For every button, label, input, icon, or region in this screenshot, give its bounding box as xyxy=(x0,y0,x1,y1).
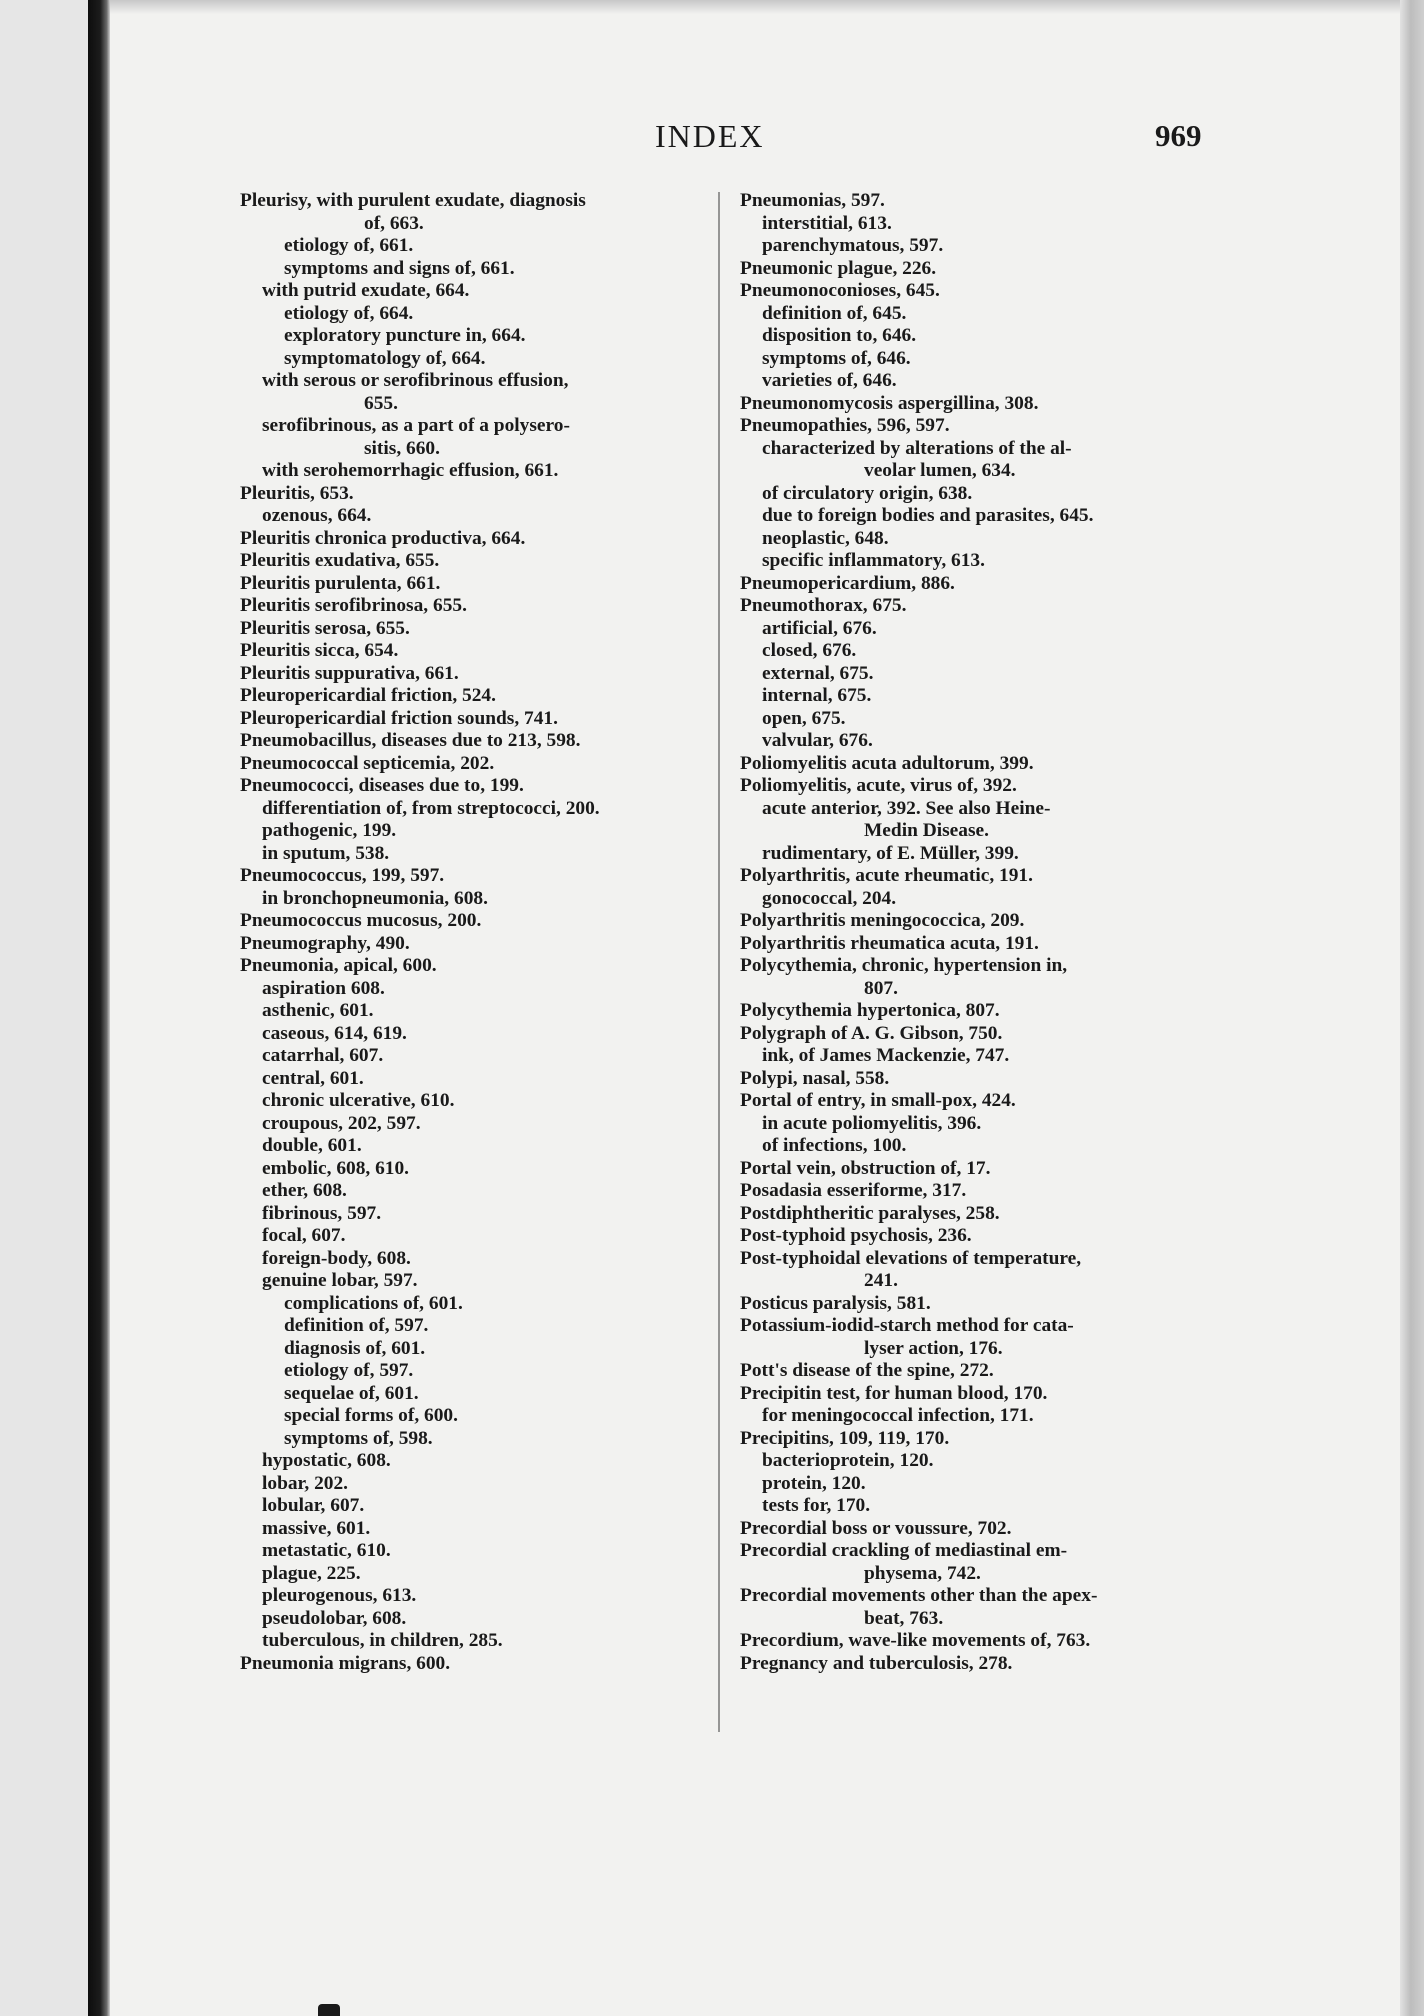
index-subentry: interstitial, 613. xyxy=(762,212,892,234)
index-subentry: lobular, 607. xyxy=(262,1495,365,1516)
index-subentry: ether, 608. xyxy=(262,1180,347,1201)
column-divider xyxy=(718,192,720,1732)
index-subentry: catarrhal, 607. xyxy=(262,1045,384,1066)
index-subentry: protein, 120. xyxy=(762,1472,866,1494)
index-subentry: lobar, 202. xyxy=(262,1472,349,1494)
index-subentry: parenchymatous, 597. xyxy=(762,235,944,256)
index-subentry: Medin Disease. xyxy=(864,820,989,841)
index-subentry: etiology of, 661. xyxy=(284,235,414,256)
index-entry: Precordial crackling of mediastinal em- xyxy=(740,1540,1068,1561)
index-entry: Precipitins, 109, 119, 170. xyxy=(740,1427,950,1449)
top-shadow xyxy=(110,0,1400,14)
index-entry: Polycythemia hypertonica, 807. xyxy=(740,1000,1000,1021)
index-entry: Pneumothorax, 675. xyxy=(740,595,907,616)
index-entry: Portal vein, obstruction of, 17. xyxy=(740,1157,991,1179)
index-subentry: of infections, 100. xyxy=(762,1135,907,1156)
index-entry: Poliomyelitis acuta adultorum, 399. xyxy=(740,752,1034,774)
page-binding-shadow xyxy=(88,0,110,2016)
index-subentry: 807. xyxy=(864,977,898,999)
index-entry: Polyarthritis, acute rheumatic, 191. xyxy=(740,865,1033,886)
index-subentry: of, 663. xyxy=(364,212,424,234)
index-subentry: caseous, 614, 619. xyxy=(262,1022,407,1044)
index-entry: Pneumopathies, 596, 597. xyxy=(740,415,950,436)
index-entry: Pleuritis serosa, 655. xyxy=(240,617,410,639)
index-subentry: with putrid exudate, 664. xyxy=(262,280,470,301)
index-subentry: with serohemorrhagic effusion, 661. xyxy=(262,460,559,481)
index-entry: Pneumonias, 597. xyxy=(740,190,885,211)
index-subentry: beat, 763. xyxy=(864,1607,944,1629)
index-subentry: plague, 225. xyxy=(262,1562,361,1584)
index-entry: Pneumography, 490. xyxy=(240,932,410,954)
index-subentry: sitis, 660. xyxy=(364,437,440,459)
index-entry: Pneumonoconioses, 645. xyxy=(740,280,940,301)
index-subentry: due to foreign bodies and parasites, 645. xyxy=(762,505,1094,526)
index-subentry: varieties of, 646. xyxy=(762,370,897,391)
index-subentry: pleurogenous, 613. xyxy=(262,1585,417,1606)
index-entry: Pneumococcus mucosus, 200. xyxy=(240,910,482,931)
index-entry: Precordial movements other than the apex- xyxy=(740,1585,1098,1606)
index-subentry: double, 601. xyxy=(262,1135,362,1156)
index-subentry: specific inflammatory, 613. xyxy=(762,550,985,571)
index-entry: Pleuritis exudativa, 655. xyxy=(240,550,440,571)
index-entry: Precipitin test, for human blood, 170. xyxy=(740,1382,1048,1404)
index-entry: Pneumonia, apical, 600. xyxy=(240,955,437,976)
index-subentry: etiology of, 597. xyxy=(284,1360,414,1381)
index-subentry: with serous or serofibrinous effusion, xyxy=(262,370,569,391)
index-subentry: complications of, 601. xyxy=(284,1292,463,1314)
index-entry: Pleuropericardial friction, 524. xyxy=(240,685,496,706)
index-entry: Pleuropericardial friction sounds, 741. xyxy=(240,707,558,729)
index-entry: Pleuritis, 653. xyxy=(240,482,354,504)
index-entry: Precordium, wave-like movements of, 763. xyxy=(740,1630,1091,1651)
index-subentry: definition of, 597. xyxy=(284,1315,429,1336)
index-subentry: in acute poliomyelitis, 396. xyxy=(762,1112,982,1134)
index-subentry: foreign-body, 608. xyxy=(262,1247,411,1269)
index-subentry: pseudolobar, 608. xyxy=(262,1607,407,1629)
index-subentry: etiology of, 664. xyxy=(284,302,414,324)
index-entry: Pleuritis serofibrinosa, 655. xyxy=(240,595,467,616)
index-subentry: symptomatology of, 664. xyxy=(284,347,486,369)
index-subentry: aspiration 608. xyxy=(262,977,385,999)
index-subentry: central, 601. xyxy=(262,1067,364,1089)
index-subentry: metastatic, 610. xyxy=(262,1540,391,1561)
scan-artifact-mark xyxy=(318,2004,340,2016)
index-entry: Poliomyelitis, acute, virus of, 392. xyxy=(740,775,1017,796)
index-subentry: neoplastic, 648. xyxy=(762,527,889,549)
index-subentry: internal, 675. xyxy=(762,685,872,706)
index-entry: Pleurisy, with purulent exudate, diagnosis xyxy=(240,190,586,211)
index-entry: Pneumonomycosis aspergillina, 308. xyxy=(740,392,1039,414)
index-entry: Pneumonic plague, 226. xyxy=(740,257,937,279)
index-subentry: in bronchopneumonia, 608. xyxy=(262,887,488,909)
index-subentry: disposition to, 646. xyxy=(762,325,917,346)
index-subentry: tuberculous, in children, 285. xyxy=(262,1630,503,1651)
index-entry: Polyarthritis rheumatica acuta, 191. xyxy=(740,932,1039,954)
index-entry: Potassium-iodid-starch method for cata- xyxy=(740,1315,1074,1336)
index-entry: Pleuritis chronica productiva, 664. xyxy=(240,527,526,549)
index-subentry: fibrinous, 597. xyxy=(262,1202,382,1224)
index-subentry: 241. xyxy=(864,1270,898,1291)
index-subentry: massive, 601. xyxy=(262,1517,371,1539)
index-subentry: physema, 742. xyxy=(864,1562,981,1584)
index-subentry: symptoms of, 646. xyxy=(762,347,911,369)
index-subentry: ozenous, 664. xyxy=(262,505,372,526)
index-subentry: rudimentary, of E. Müller, 399. xyxy=(762,842,1019,864)
index-subentry: acute anterior, 392. See also Heine- xyxy=(762,797,1051,819)
index-subentry: symptoms of, 598. xyxy=(284,1427,433,1449)
index-subentry: of circulatory origin, 638. xyxy=(762,482,973,504)
index-subentry: chronic ulcerative, 610. xyxy=(262,1090,455,1111)
index-entry: Pneumopericardium, 886. xyxy=(740,572,955,594)
index-subentry: hypostatic, 608. xyxy=(262,1450,391,1471)
index-subentry: 655. xyxy=(364,392,398,414)
running-header-title: INDEX xyxy=(655,118,765,154)
page-edge xyxy=(1400,0,1424,2016)
index-subentry: lyser action, 176. xyxy=(864,1337,1003,1359)
index-subentry: special forms of, 600. xyxy=(284,1405,458,1426)
index-subentry: tests for, 170. xyxy=(762,1495,871,1516)
index-subentry: asthenic, 601. xyxy=(262,1000,374,1021)
index-subentry: open, 675. xyxy=(762,707,846,729)
index-entry: Pneumobacillus, diseases due to 213, 598. xyxy=(240,730,581,751)
index-subentry: for meningococcal infection, 171. xyxy=(762,1405,1034,1426)
index-entry: Pleuritis sicca, 654. xyxy=(240,640,399,661)
index-entry: Polygraph of A. G. Gibson, 750. xyxy=(740,1022,1003,1044)
index-entry: Pleuritis suppurativa, 661. xyxy=(240,662,459,684)
index-subentry: genuine lobar, 597. xyxy=(262,1270,418,1291)
index-entry: Polycythemia, chronic, hypertension in, xyxy=(740,955,1068,976)
index-subentry: gonococcal, 204. xyxy=(762,887,897,909)
index-column-left xyxy=(240,190,700,1675)
index-entry: Pneumonia migrans, 600. xyxy=(240,1652,451,1674)
index-entry: Post-typhoid psychosis, 236. xyxy=(740,1225,972,1246)
index-entry: Pneumococci, diseases due to, 199. xyxy=(240,775,524,796)
index-subentry: serofibrinous, as a part of a polysero- xyxy=(262,415,570,436)
index-subentry: exploratory puncture in, 664. xyxy=(284,325,526,346)
index-subentry: croupous, 202, 597. xyxy=(262,1112,421,1134)
index-subentry: symptoms and signs of, 661. xyxy=(284,257,515,279)
index-subentry: embolic, 608, 610. xyxy=(262,1157,410,1179)
index-subentry: definition of, 645. xyxy=(762,302,907,324)
index-entry: Posadasia esseriforme, 317. xyxy=(740,1180,967,1201)
index-subentry: focal, 607. xyxy=(262,1225,346,1246)
index-entry: Postdiphtheritic paralyses, 258. xyxy=(740,1202,1000,1224)
page-number: 969 xyxy=(1155,118,1202,153)
index-entry: Portal of entry, in small-pox, 424. xyxy=(740,1090,1016,1111)
index-entry: Pneumococcal septicemia, 202. xyxy=(240,752,495,774)
index-subentry: veolar lumen, 634. xyxy=(864,460,1016,481)
index-subentry: characterized by alterations of the al- xyxy=(762,437,1072,459)
index-entry: Post-typhoidal elevations of temperature, xyxy=(740,1247,1082,1269)
index-subentry: diagnosis of, 601. xyxy=(284,1337,426,1359)
index-column-right xyxy=(740,190,1200,1675)
index-subentry: differentiation of, from streptococci, 200. xyxy=(262,797,600,819)
index-subentry: sequelae of, 601. xyxy=(284,1382,419,1404)
index-entry: Pott's disease of the spine, 272. xyxy=(740,1360,994,1381)
index-subentry: closed, 676. xyxy=(762,640,857,661)
index-entry: Polypi, nasal, 558. xyxy=(740,1067,890,1089)
index-entry: Pregnancy and tuberculosis, 278. xyxy=(740,1652,1013,1674)
index-entry: Pneumococcus, 199, 597. xyxy=(240,865,445,886)
index-subentry: in sputum, 538. xyxy=(262,842,390,864)
index-entry: Posticus paralysis, 581. xyxy=(740,1292,931,1314)
index-subentry: bacterioprotein, 120. xyxy=(762,1450,934,1471)
index-entry: Polyarthritis meningococcica, 209. xyxy=(740,910,1025,931)
index-subentry: external, 675. xyxy=(762,662,874,684)
index-entry: Pleuritis purulenta, 661. xyxy=(240,572,441,594)
index-subentry: ink, of James Mackenzie, 747. xyxy=(762,1045,1010,1066)
index-subentry: artificial, 676. xyxy=(762,617,877,639)
index-subentry: pathogenic, 199. xyxy=(262,820,397,841)
index-entry: Precordial boss or voussure, 702. xyxy=(740,1517,1012,1539)
index-subentry: valvular, 676. xyxy=(762,730,873,751)
